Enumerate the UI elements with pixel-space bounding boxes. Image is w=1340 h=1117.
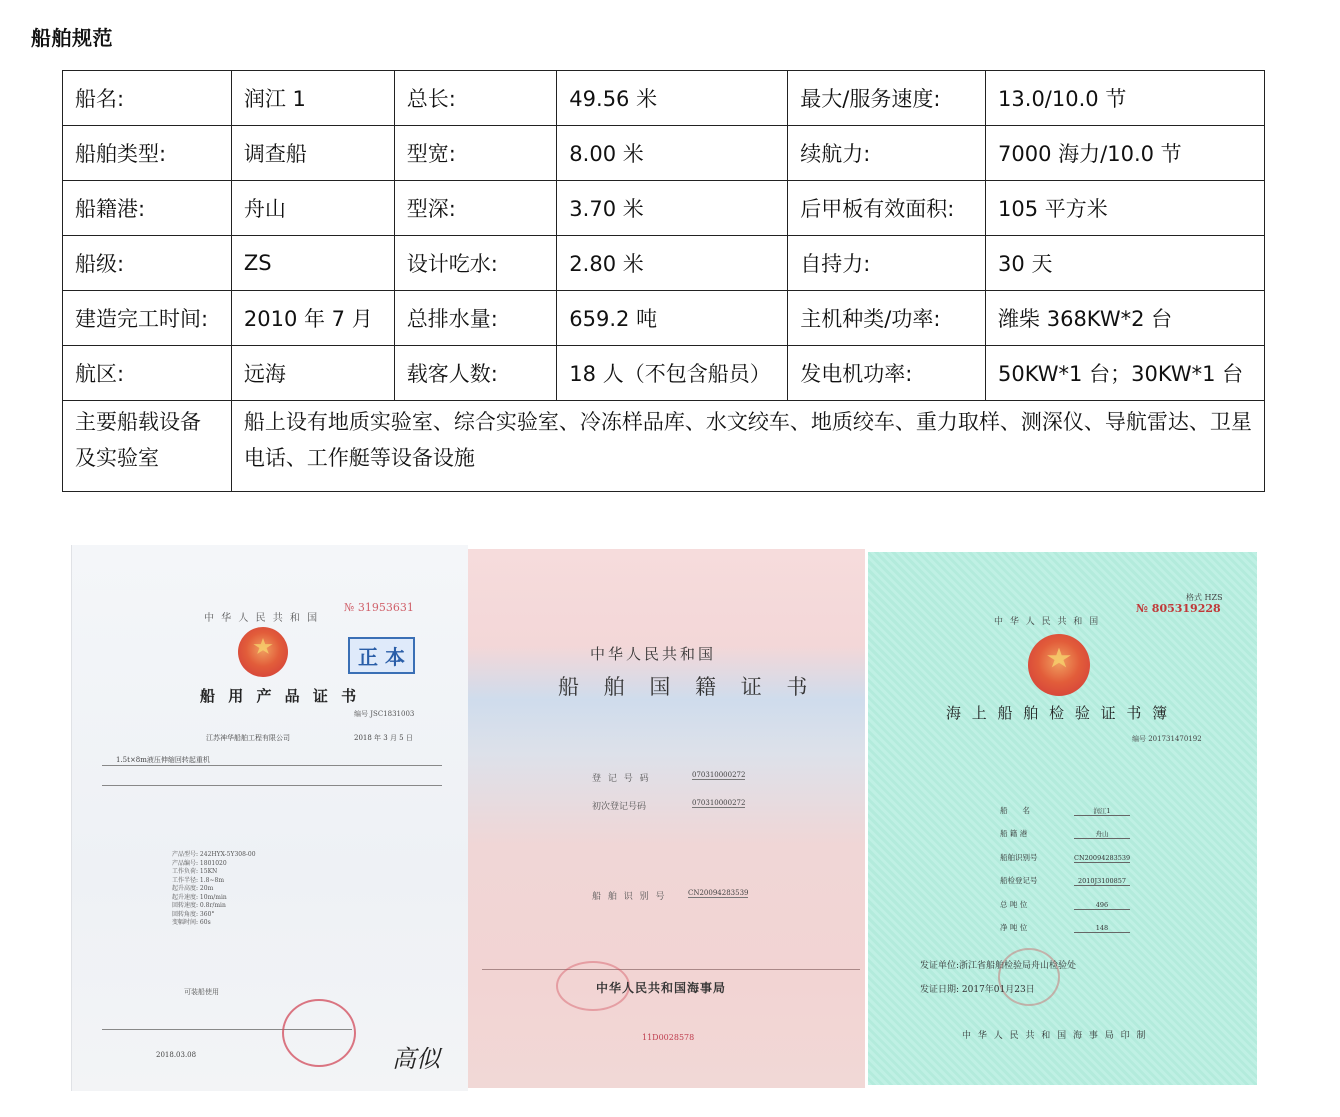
spec-value: 远海 [231, 346, 394, 401]
spec-row [63, 71, 1265, 126]
cert2-country: 中华人民共和国 [590, 645, 717, 663]
national-emblem-icon [1028, 634, 1090, 696]
cert1-country: 中 华 人 民 共 和 国 [204, 613, 320, 624]
cert1-serial: № 31953631 [344, 601, 414, 614]
spec-row [63, 126, 1265, 181]
ship-spec-table [62, 70, 1265, 492]
cert3-number: 编号 201731470192 [1132, 735, 1202, 743]
spec-value: 659.2 吨 [557, 291, 788, 346]
cert1-spec-item: 回转角度: 360° [172, 910, 215, 918]
cert3-field-label: 船 名 [1000, 805, 1030, 815]
equipment-row [63, 401, 1265, 492]
spec-value: 49.56 米 [557, 71, 788, 126]
spec-label: 型宽: [394, 126, 557, 181]
spec-value: ZS [231, 236, 394, 291]
spec-label: 船舶类型: [63, 126, 232, 181]
cert1-spec-item: 变幅时间: 60s [172, 919, 211, 926]
spec-label: 设计吃水: [394, 236, 557, 291]
cert2-bottom-no: 11D0028578 [642, 1033, 695, 1042]
cert2-title: 船 舶 国 籍 证 书 [558, 675, 817, 699]
cert3-field-label: 总 吨 位 [1000, 899, 1028, 909]
inspection-seal-icon [282, 999, 356, 1067]
inspection-seal-icon [998, 948, 1060, 1006]
spec-label: 续航力: [788, 126, 986, 181]
cert3-field-label: 船舶识别号 [1000, 852, 1038, 862]
original-stamp: 正 本 [348, 637, 415, 674]
spec-value: 30 天 [986, 236, 1265, 291]
spec-label: 总排水量: [394, 291, 557, 346]
spec-label: 航区: [63, 346, 232, 401]
spec-value: 8.00 米 [557, 126, 788, 181]
cert2-id-label: 船 舶 识 别 号 [592, 892, 667, 902]
equipment-label: 主要船载设备及实验室 [63, 401, 232, 492]
cert1-spec-item: 工作半径: 1.8~8m [172, 876, 225, 884]
spec-label: 船名: [63, 71, 232, 126]
spec-value: 50KW*1 台；30KW*1 台 [986, 346, 1265, 401]
cert1-spec-item: 回转速度: 0.8r/min [172, 902, 226, 909]
cert3-field-row [1000, 792, 1130, 816]
cert3-format: 格式 HZS [1186, 593, 1223, 602]
spec-label: 总长: [394, 71, 557, 126]
signature: 高似 [392, 1045, 440, 1073]
spec-value: 2010 年 7 月 [231, 291, 394, 346]
cert1-result: 可装船使用 [184, 988, 219, 996]
cert-product-image [71, 545, 468, 1091]
spec-row [63, 291, 1265, 346]
cert1-company: 江苏神华船舶工程有限公司 [206, 734, 290, 742]
cert3-field-value: 148 [1074, 924, 1130, 933]
cert3-field-row [1000, 910, 1130, 934]
cert1-spec-item: 起升速度: 10m/min [172, 893, 227, 901]
cert1-number: 编号 JSC1831003 [354, 710, 415, 718]
spec-value: 18 人（不包含船员） [557, 346, 788, 401]
spec-label: 主机种类/功率: [788, 291, 986, 346]
spec-value: 潍柴 368KW*2 台 [986, 291, 1265, 346]
cert1-spec-list [172, 851, 256, 928]
cert1-product: 1.5t×8m液压伸缩回转起重机 [116, 756, 210, 764]
cert1-spec-item: 产品编号: 1801020 [172, 859, 227, 867]
spec-value: 舟山 [231, 181, 394, 236]
cert1-spec-item: 工作负荷: 15KN [172, 868, 218, 875]
cert2-first-reg-label: 初次登记号码 [592, 802, 647, 812]
cert3-field-row [1000, 816, 1130, 840]
cert1-date: 2018 年 3 月 5 日 [354, 734, 413, 742]
spec-row [63, 236, 1265, 291]
cert-nationality-image [468, 549, 865, 1088]
cert3-title: 海 上 船 舶 检 验 证 书 簿 [946, 704, 1171, 722]
spec-label: 船籍港: [63, 181, 232, 236]
spec-value: 润江 1 [231, 71, 394, 126]
cert2-issuer: 中华人民共和国海事局 [596, 981, 727, 995]
cert3-printer: 中 华 人 民 共 和 国 海 事 局 印 制 [962, 1031, 1148, 1041]
spec-value: 调查船 [231, 126, 394, 181]
cert3-field-label: 净 吨 位 [1000, 923, 1028, 932]
cert3-field-row [1000, 863, 1130, 887]
cert1-issue-date: 2018.03.08 [156, 1051, 197, 1059]
cert3-field-label: 船 籍 港 [1000, 829, 1028, 838]
spec-value: 2.80 米 [557, 236, 788, 291]
cert3-field-row [1000, 886, 1130, 910]
cert3-issue-date: 发证日期: 2017年01月23日 [920, 985, 1035, 995]
cert3-country: 中 华 人 民 共 和 国 [994, 617, 1101, 627]
spec-label: 后甲板有效面积: [788, 181, 986, 236]
cert3-issuer: 发证单位:浙江省船舶检验局舟山检验处 [920, 961, 1077, 971]
spec-label: 船级: [63, 236, 232, 291]
spec-row [63, 346, 1265, 401]
spec-value: 105 平方米 [986, 181, 1265, 236]
national-emblem-icon [238, 627, 288, 677]
cert2-first-reg-no: 070310000272 [692, 799, 746, 807]
cert1-spec-item: 产品型号: 242HYX-5Y308-00 [172, 851, 256, 858]
cert3-field-value: CN20094283539 [1074, 853, 1131, 862]
cert3-field-value: 496 [1074, 901, 1130, 910]
cert-inspection-image [868, 552, 1257, 1085]
cert3-field-value: 润江1 [1074, 806, 1130, 816]
spec-label: 发电机功率: [788, 346, 986, 401]
cert1-spec-item: 起升高度: 20m [172, 885, 214, 892]
cert3-field-value: 舟山 [1074, 829, 1130, 839]
cert3-field-list [1000, 792, 1130, 933]
cert3-field-row [1000, 839, 1130, 863]
section-heading: 船舶规范 [31, 26, 113, 50]
cert2-reg-label: 登 记 号 码 [592, 774, 651, 784]
spec-label: 自持力: [788, 236, 986, 291]
spec-value: 7000 海力/10.0 节 [986, 126, 1265, 181]
spec-label: 最大/服务速度: [788, 71, 986, 126]
spec-value: 3.70 米 [557, 181, 788, 236]
cert3-field-label: 船检登记号 [1000, 876, 1038, 885]
cert2-reg-no: 070310000272 [692, 771, 746, 779]
spec-label: 载客人数: [394, 346, 557, 401]
equipment-value: 船上设有地质实验室、综合实验室、冷冻样品库、水文绞车、地质绞车、重力取样、测深仪、导航雷达、卫星电话、工作艇等设备设施 [231, 401, 1264, 492]
cert2-id-no: CN20094283539 [688, 889, 749, 897]
spec-label: 型深: [394, 181, 557, 236]
spec-row [63, 181, 1265, 236]
cert1-title: 船 用 产 品 证 书 [200, 687, 361, 705]
cert3-serial: № 805319228 [1136, 602, 1221, 615]
spec-label: 建造完工时间: [63, 291, 232, 346]
spec-value: 13.0/10.0 节 [986, 71, 1265, 126]
cert3-field-value: 2010J3100857 [1074, 877, 1130, 886]
